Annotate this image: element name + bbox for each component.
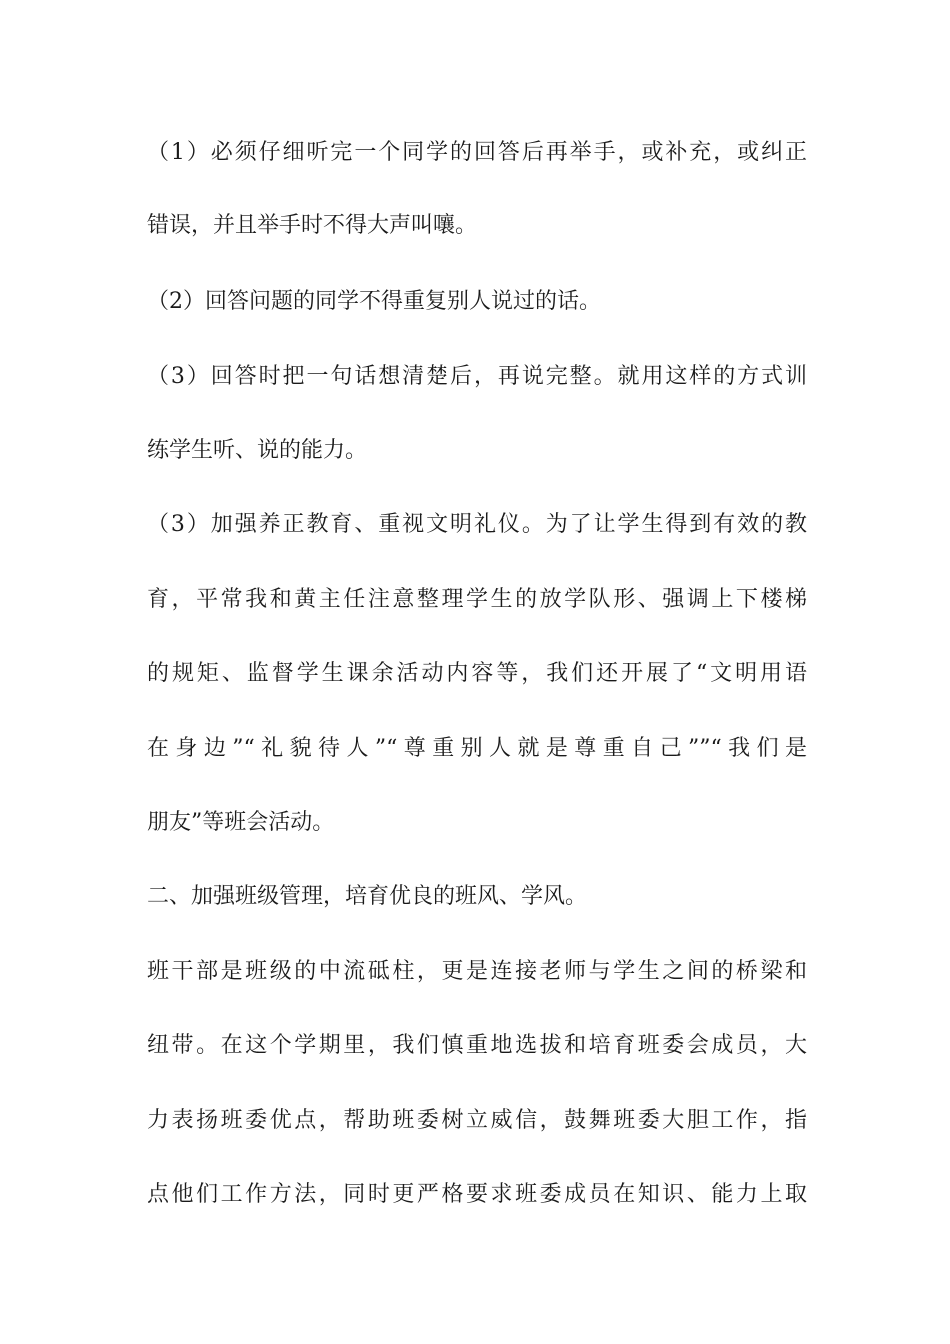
text-line: 育，平常我和黄主任注意整理学生的放学队形、强调上下楼梯 [147,587,807,612]
text-line: 班干部是班级的中流砥柱，更是连接老师与学生之间的桥梁和 [147,959,807,984]
text-line: 点他们工作方法，同时更严格要求班委成员在知识、能力上取 [147,1182,807,1207]
text-line: 的规矩、监督学生课余活动内容等，我们还开展了“文明用语 [147,661,807,686]
text-line: 在身边”“礼貌待人”“尊重别人就是尊重自己””“我们是 [147,736,807,761]
text-line: （1）必须仔细听完一个同学的回答后再举手，或补充，或纠正 [147,140,807,165]
text-line: 练学生听、说的能力。 [147,438,368,463]
text-line: 错误，并且举手时不得大声叫嚷。 [147,213,478,238]
section-heading: 二、加强班级管理，培育优良的班风、学风。 [147,884,588,909]
text-line: （3）加强养正教育、重视文明礼仪。为了让学生得到有效的教 [147,512,807,537]
text-line: 力表扬班委优点，帮助班委树立威信，鼓舞班委大胆工作，指 [147,1108,807,1133]
text-line: （2）回答问题的同学不得重复别人说过的话。 [147,289,601,314]
text-line: （3）回答时把一句话想清楚后，再说完整。就用这样的方式训 [147,364,807,389]
text-line: 朋友”等班会活动。 [147,810,335,835]
text-line: 纽带。在这个学期里，我们慎重地选拔和培育班委会成员，大 [147,1033,807,1058]
